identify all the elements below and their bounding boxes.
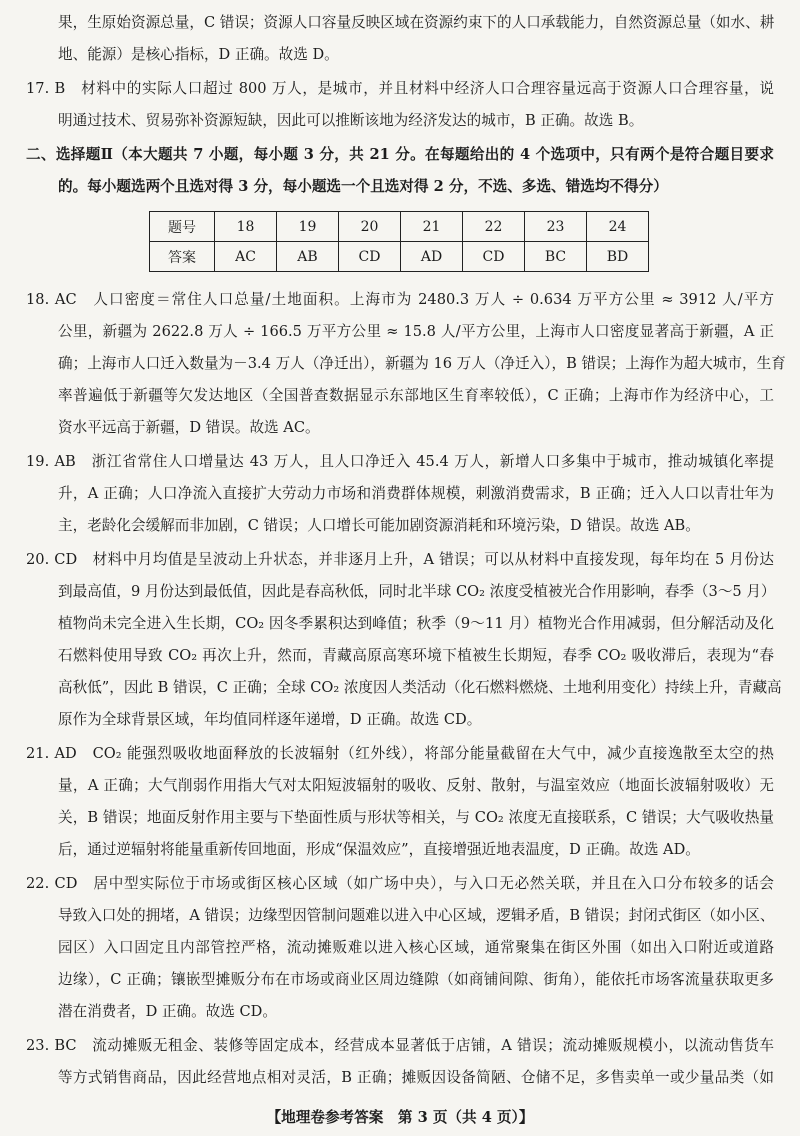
question-number-cell: 23: [525, 212, 587, 242]
answer-table: [149, 211, 649, 272]
text-line: 主，老龄化会缓解而非加剧，C 错误；人口增长可能加剧资源消耗和环境污染，D 错误。故选 AB。: [58, 517, 700, 534]
text-line: 园区）入口固定且内部管控严格，流动摊贩难以进入核心区域，通常聚集在街区外围（如出入口附近或道路: [58, 939, 774, 956]
text-line: 后，通过逆辐射将能量重新传回地面，形成“保温效应”，直接增强近地表温度，D 正确。故选 AD。: [58, 841, 700, 858]
text-line: 量，A 正确；大气削弱作用指大气对太阳短波辐射的吸收、反射、散射，与温室效应（地面长波辐射吸收）无: [58, 777, 774, 794]
text-line: 果，生原始资源总量，C 错误；资源人口容量反映区域在资源约束下的人口承载能力，自然资源总量（如水、耕: [58, 14, 775, 31]
text-line: 潜在消费者，D 正确。故选 CD。: [58, 1003, 277, 1020]
question-number-cell: 19: [277, 212, 339, 242]
text-line: 升，A 正确；人口净流入直接扩大劳动力市场和消费群体规模，刺激消费需求，B 正确；迁入人口以青壮年为: [58, 485, 774, 502]
text-line: 18. AC 人口密度＝常住人口总量/土地面积。上海市为 2480.3 万人 ÷ 0.634 万平方公里 ≈ 3912 人/平方: [26, 291, 774, 308]
question-number-cell: 22: [463, 212, 525, 242]
answer-cell: AB: [277, 242, 339, 272]
text-line: 20. CD 材料中月均值是呈波动上升状态，并非逐月上升，A 错误；可以从材料中直接发现，每年均在 5 月份达: [26, 551, 774, 568]
question-number-cell: 18: [215, 212, 277, 242]
answer-cell: CD: [463, 242, 525, 272]
answer-cell: BD: [587, 242, 649, 272]
table-row: [150, 212, 649, 242]
text-line: 关，B 错误；地面反射作用主要与下垫面性质与形状等相关，与 CO₂ 浓度无直接联系，C 错误；大气吸收热量: [58, 809, 774, 826]
table-row-label: 题号: [150, 212, 215, 242]
answer-cell: CD: [339, 242, 401, 272]
text-line: 地、能源）是核心指标，D 正确。故选 D。: [58, 46, 339, 63]
text-line: 到最高值，9 月份达到最低值，因此是春高秋低，同时北半球 CO₂ 浓度受植被光合作用影响，春季（3～5 月）: [58, 583, 776, 600]
text-line: 植物尚未完全进入生长期，CO₂ 因冬季累积达到峰值；秋季（9～11 月）植物光合作用减弱，但分解活动及化: [58, 615, 774, 632]
text-line: 原作为全球背景区域，年均值同样逐年递增，D 正确。故选 CD。: [58, 711, 482, 728]
answer-cell: AD: [401, 242, 463, 272]
question-number-cell: 24: [587, 212, 649, 242]
text-line: 22. CD 居中型实际位于市场或街区核心区域（如广场中央），与入口无必然关联，并且在入口分布较多的话会: [26, 875, 774, 892]
table-row: [150, 242, 649, 272]
text-line: 导致入口处的拥堵，A 错误；边缘型因管制问题难以进入中心区域，逻辑矛盾，B 错误；封闭式街区（如小区、: [58, 907, 775, 924]
section-heading: 二、选择题Ⅱ（本大题共 7 小题，每小题 3 分，共 21 分。在每题给出的 4 个选项中，只有两个是符合题目要求: [26, 146, 774, 163]
question-number-cell: 20: [339, 212, 401, 242]
text-line: 石燃料使用导致 CO₂ 再次上升，然而，青藏高原高寒环境下植被生长期短，春季 CO₂ 吸收滞后，表现为“春: [58, 647, 774, 664]
text-line: 等方式销售商品，因此经营地点相对灵活，B 正确；摊贩因设备简陋、仓储不足，多售卖单一或少量品类（如: [58, 1069, 774, 1086]
text-line: 21. AD CO₂ 能强烈吸收地面释放的长波辐射（红外线），将部分能量截留在大气中，减少直接逸散至太空的热: [26, 745, 774, 762]
section-heading: 的。每小题选两个且选对得 3 分，每小题选一个且选对得 2 分，不选、多选、错选均不得分）: [58, 178, 668, 195]
text-line: 公里，新疆为 2622.8 万人 ÷ 166.5 万平方公里 ≈ 15.8 人/平方公里，上海市人口密度显著高于新疆，A 正: [58, 323, 774, 340]
text-line: 率普遍低于新疆等欠发达地区（全国普查数据显示东部地区生育率较低），C 正确；上海市作为经济中心，工: [58, 387, 774, 404]
table-row-label: 答案: [150, 242, 215, 272]
question-number-cell: 21: [401, 212, 463, 242]
text-line: 明通过技术、贸易弥补资源短缺，因此可以推断该地为经济发达的城市，B 正确。故选 B。: [58, 112, 644, 129]
answer-cell: BC: [525, 242, 587, 272]
page-footer: 【地理卷参考答案 第 3 页（共 4 页）】: [266, 1109, 534, 1126]
text-line: 高秋低”，因此 B 错误，C 正确；全球 CO₂ 浓度因人类活动（化石燃料燃烧、土地利用变化）持续上升，青藏高: [58, 679, 782, 696]
answer-cell: AC: [215, 242, 277, 272]
text-line: 资水平远高于新疆，D 错误。故选 AC。: [58, 419, 320, 436]
text-line: 确；上海市人口迁入数量为－3.4 万人（净迁出），新疆为 16 万人（净迁入），B 错误；上海作为超大城市，生育: [58, 355, 786, 372]
text-line: 17. B 材料中的实际人口超过 800 万人，是城市，并且材料中经济人口合理容量远高于资源人口合理容量，说: [26, 80, 774, 97]
text-line: 19. AB 浙江省常住人口增量达 43 万人，且人口净迁入 45.4 万人，新增人口多集中于城市，推动城镇化率提: [26, 453, 774, 470]
text-line: 23. BC 流动摊贩无租金、装修等固定成本，经营成本显著低于店铺，A 错误；流动摊贩规模小，以流动售货车: [26, 1037, 774, 1054]
text-line: 边缘），C 正确；镶嵌型摊贩分布在市场或商业区周边缝隙（如商铺间隙、街角），能依托市场客流量获取更多: [58, 971, 774, 988]
